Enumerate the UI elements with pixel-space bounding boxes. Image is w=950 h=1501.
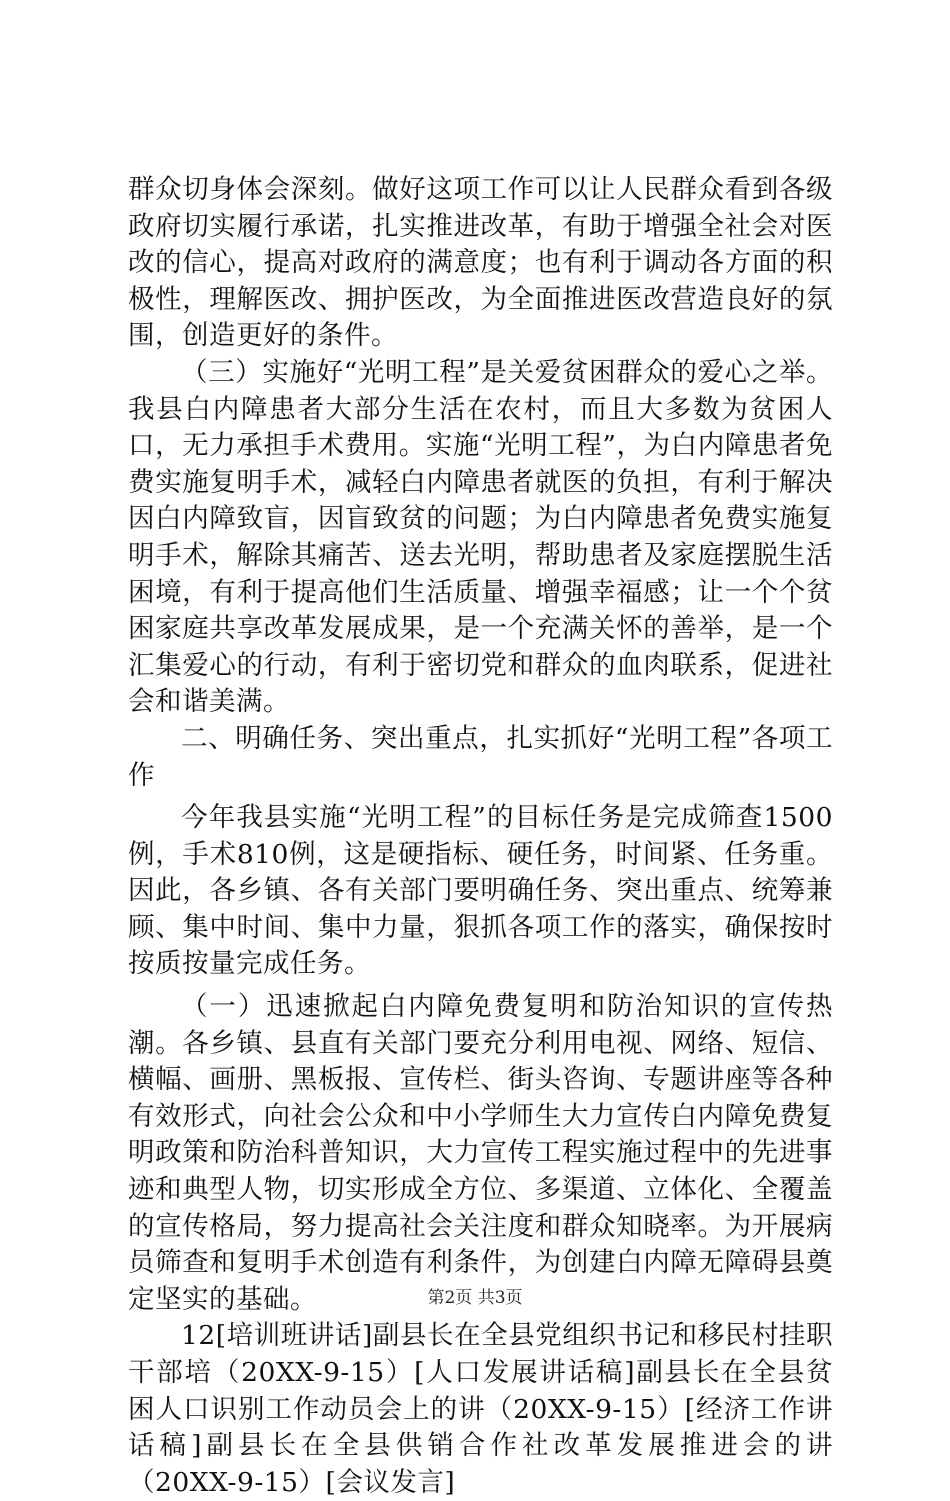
paragraph-section-one: （一）迅速掀起白内障免费复明和防治知识的宣传热潮。各乡镇、县直有关部门要充分利用电视、网络、短信、横幅、画册、黑板报、宣传栏、街头咨询、专题讲座等各种有效形式，向社会公众和中小学师生大力宣传白内障免费复明政策和防治科普知识，大力宣传工程实施过程中的先进事迹和典型人物，切实形成全方位、多渠道、立体化、全覆盖的宣传格局，努力提高社会关注度和群众知晓率。为开展病员筛查和复明手术创造有利条件，为创建白内障无障碍县奠定坚实的基础。	[128, 991, 833, 1315]
page-number-footer: 第2页 共3页	[427, 1288, 523, 1308]
paragraph-related-links: 12[培训班讲话]副县长在全县党组织书记和移民村挂职干部培（20XX-9-15）[人口发展讲话稿]副县长在全县贫困人口识别工作动员会上的讲（20XX-9-15）[经济工作讲话稿]副县长在全县供销合作社改革发展推进会的讲（20XX-9-15）[会议发言]	[128, 1320, 833, 1498]
heading-part-two: 二、明确任务、突出重点，扎实抓好“光明工程”各项工作	[128, 722, 833, 791]
paragraph-section-three: （三）实施好“光明工程”是关爱贫困群众的爱心之举。我县白内障患者大部分生活在农村，而且大多数为贫困人口，无力承担手术费用。实施“光明工程”，为白内障患者免费实施复明手术，减轻白内障患者就医的负担，有利于解决因白内障致盲，因盲致贫的问题；为白内障患者免费实施复明手术，解除其痛苦、送去光明，帮助患者及家庭摆脱生活困境，有利于提高他们生活质量、增强幸福感；让一个个贫困家庭共享改革发展成果，是一个充满关怀的善举，是一个汇集爱心的行动，有利于密切党和群众的血肉联系，促进社会和谐美满。	[128, 356, 833, 718]
paragraph-targets: 今年我县实施“光明工程”的目标任务是完成筛查1500例，手术810例，这是硬指标、硬任务，时间紧、任务重。因此，各乡镇、各有关部门要明确任务、突出重点、统筹兼顾、集中时间、集中力量，狠抓各项工作的落实，确保按时按质按量完成任务。	[128, 802, 833, 980]
paragraph-continuation: 群众切身体会深刻。做好这项工作可以让人民群众看到各级政府切实履行承诺，扎实推进改革，有助于增强全社会对医改的信心，提高对政府的满意度；也有利于调动各方面的积极性，理解医改、拥护医改，为全面推进医改营造良好的氛围，创造更好的条件。	[128, 174, 833, 352]
